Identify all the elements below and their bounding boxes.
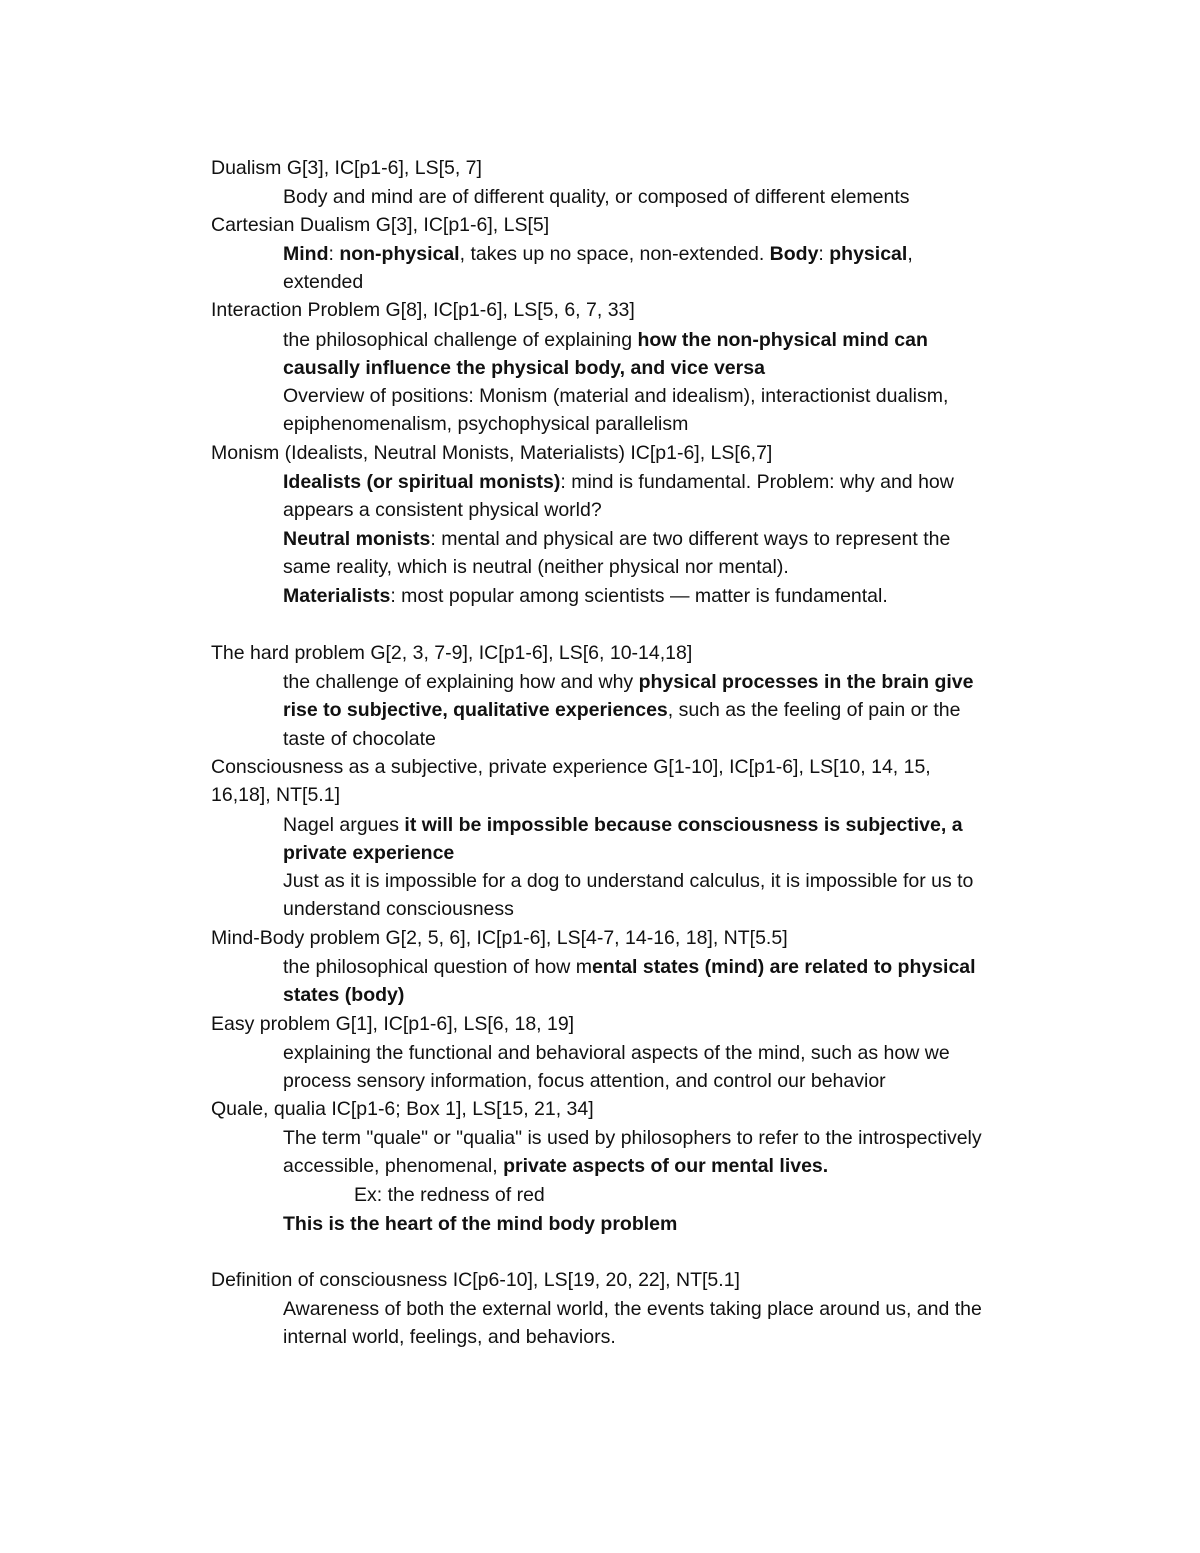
text-run: Easy problem G[1], IC[p1-6], LS[6, 18, 19] — [211, 1013, 575, 1035]
text-line — [283, 553, 1083, 581]
list-item-text — [211, 753, 1011, 810]
text-line — [283, 668, 1083, 696]
sub-item-text — [283, 240, 1083, 297]
list-item-text — [211, 1266, 1011, 1294]
sub-item-text — [283, 468, 1083, 525]
list-item-text — [211, 1010, 1011, 1038]
text-line — [283, 410, 1083, 438]
sub-item-text — [283, 668, 1083, 753]
bold-run: non-physical — [339, 243, 460, 265]
sub-item-text — [283, 1124, 1083, 1181]
text-line — [283, 953, 1083, 981]
text-run: Ex: the redness of red — [354, 1184, 545, 1206]
list-item-text — [211, 439, 1011, 467]
text-run: taste of chocolate — [283, 727, 436, 750]
text-run: : mind is fundamental. Problem: why and how — [560, 471, 954, 493]
bold-run: Body — [769, 243, 819, 265]
text-run: accessible, phenomenal, — [283, 1155, 504, 1178]
text-run: , — [907, 243, 913, 265]
text-line — [283, 240, 1083, 268]
bold-run: This is the heart of the mind body problem — [283, 1213, 678, 1235]
sub-sub-item-text — [354, 1181, 1154, 1209]
sub-item-text — [283, 525, 1083, 582]
text-run: Quale, qualia IC[p1-6; Box 1], LS[15, 21, 34] — [211, 1098, 594, 1120]
text-run: : — [818, 243, 830, 265]
list-item-text — [211, 154, 1011, 182]
text-run: epiphenomenalism, psychophysical parallelism — [283, 413, 689, 436]
text-run: the philosophical question of how m — [283, 956, 592, 978]
text-run: the challenge of explaining how and why — [283, 671, 639, 693]
text-line — [283, 468, 1083, 496]
text-run: : most popular among scientists — matter is fundamental. — [390, 585, 888, 607]
text-line — [283, 268, 1083, 296]
sub-item-text — [283, 953, 1083, 1010]
bold-run: private aspects of our mental lives. — [503, 1155, 829, 1178]
bold-run: private experience — [283, 842, 455, 865]
text-run: Definition of consciousness IC[p6-10], LS[19, 20, 22], NT[5.1] — [211, 1269, 740, 1291]
text-run: Interaction Problem G[8], IC[p1-6], LS[5, 6, 7, 33] — [211, 299, 635, 321]
text-line — [283, 1152, 1083, 1180]
text-run: Body and mind are of different quality, or composed of different elements — [283, 186, 910, 208]
sub-item-text — [283, 867, 1083, 924]
text-run: same reality, which is neutral (neither physical nor mental). — [283, 556, 789, 579]
text-run: Cartesian Dualism G[3], IC[p1-6], LS[5] — [211, 214, 550, 236]
bold-run: rise to subjective, qualitative experiences — [283, 699, 668, 722]
text-run: Nagel argues — [283, 814, 405, 836]
text-run: , takes up no space, non-extended. — [459, 243, 770, 265]
bold-run: Neutral monists — [283, 528, 431, 550]
bold-run: physical processes in the brain give — [638, 671, 974, 693]
text-line — [283, 981, 1083, 1009]
list-item-text — [211, 924, 1011, 952]
bold-run: ental states (mind) are related to physical — [591, 956, 976, 978]
text-run: Dualism G[3], IC[p1-6], LS[5, 7] — [211, 157, 482, 179]
sub-item-text — [283, 183, 1083, 211]
list-item-text — [211, 1095, 1011, 1123]
bold-run: Materialists — [283, 585, 391, 607]
sub-item-text — [283, 582, 1083, 610]
text-line — [283, 1039, 1083, 1067]
text-line — [283, 1124, 1083, 1152]
text-run: explaining the functional and behavioral aspects of the mind, such as how we — [283, 1042, 950, 1064]
text-line — [211, 753, 1011, 781]
text-run: extended — [283, 271, 364, 294]
text-line — [283, 496, 1083, 524]
text-line — [283, 811, 1083, 839]
text-run: internal world, feelings, and behaviors. — [283, 1326, 616, 1349]
text-line — [283, 867, 1083, 895]
text-line — [283, 326, 1083, 354]
sub-item-text — [283, 382, 1083, 439]
sub-item-text — [283, 1295, 1083, 1352]
text-line — [283, 725, 1083, 753]
bold-run: states (body) — [283, 984, 405, 1007]
text-run: Consciousness as a subjective, private experience G[1-10], IC[p1-6], LS[10, 14, 15, — [211, 756, 931, 778]
text-run: The hard problem G[2, 3, 7-9], IC[p1-6], LS[6, 10-14,18] — [211, 642, 693, 664]
text-line — [283, 1295, 1083, 1323]
bold-run: it will be impossible because consciousness is subjective, a — [404, 814, 963, 836]
text-line — [283, 525, 1083, 553]
text-line — [283, 1067, 1083, 1095]
text-run: Just as it is impossible for a dog to understand calculus, it is impossible for us to — [283, 870, 974, 892]
text-run: Mind-Body problem G[2, 5, 6], IC[p1-6], LS[4-7, 14-16, 18], NT[5.5] — [211, 927, 788, 949]
sub-item-text — [283, 326, 1083, 383]
text-line — [283, 354, 1083, 382]
text-run: Awareness of both the external world, the events taking place around us, and the — [283, 1298, 982, 1320]
bold-run: how the non-physical mind can — [637, 329, 928, 351]
list-item-text — [211, 211, 1011, 239]
sub-item-text — [283, 1039, 1083, 1096]
sub-item-text — [283, 811, 1083, 868]
text-run: understand consciousness — [283, 898, 514, 921]
text-run: The term "quale" or "qualia" is used by philosophers to refer to the introspectively — [283, 1127, 982, 1149]
text-run: appears a consistent physical world? — [283, 499, 602, 522]
text-run: : mental and physical are two different ways to represent the — [430, 528, 951, 550]
text-run: 16,18], NT[5.1] — [211, 784, 340, 807]
text-run: , such as the feeling of pain or the — [667, 699, 961, 722]
text-line — [283, 696, 1083, 724]
text-run: : — [328, 243, 340, 265]
text-line — [283, 1323, 1083, 1351]
text-run: Overview of positions: Monism (material and idealism), interactionist dualism, — [283, 385, 949, 407]
bold-run: Idealists (or spiritual monists) — [283, 471, 561, 493]
text-run: the philosophical challenge of explaining — [283, 329, 638, 351]
text-line — [211, 781, 1011, 809]
list-item-text — [211, 296, 1011, 324]
bold-run: causally influence the physical body, and vice versa — [283, 357, 765, 380]
text-run: process sensory information, focus attention, and control our behavior — [283, 1070, 886, 1093]
list-item-text — [211, 639, 1011, 667]
text-run: Monism (Idealists, Neutral Monists, Materialists) IC[p1-6], LS[6,7] — [211, 442, 773, 464]
text-line — [283, 895, 1083, 923]
text-line — [283, 382, 1083, 410]
sub-item-text — [283, 1210, 1083, 1238]
bold-run: Mind — [283, 243, 329, 265]
text-line — [283, 839, 1083, 867]
bold-run: physical — [829, 243, 908, 265]
